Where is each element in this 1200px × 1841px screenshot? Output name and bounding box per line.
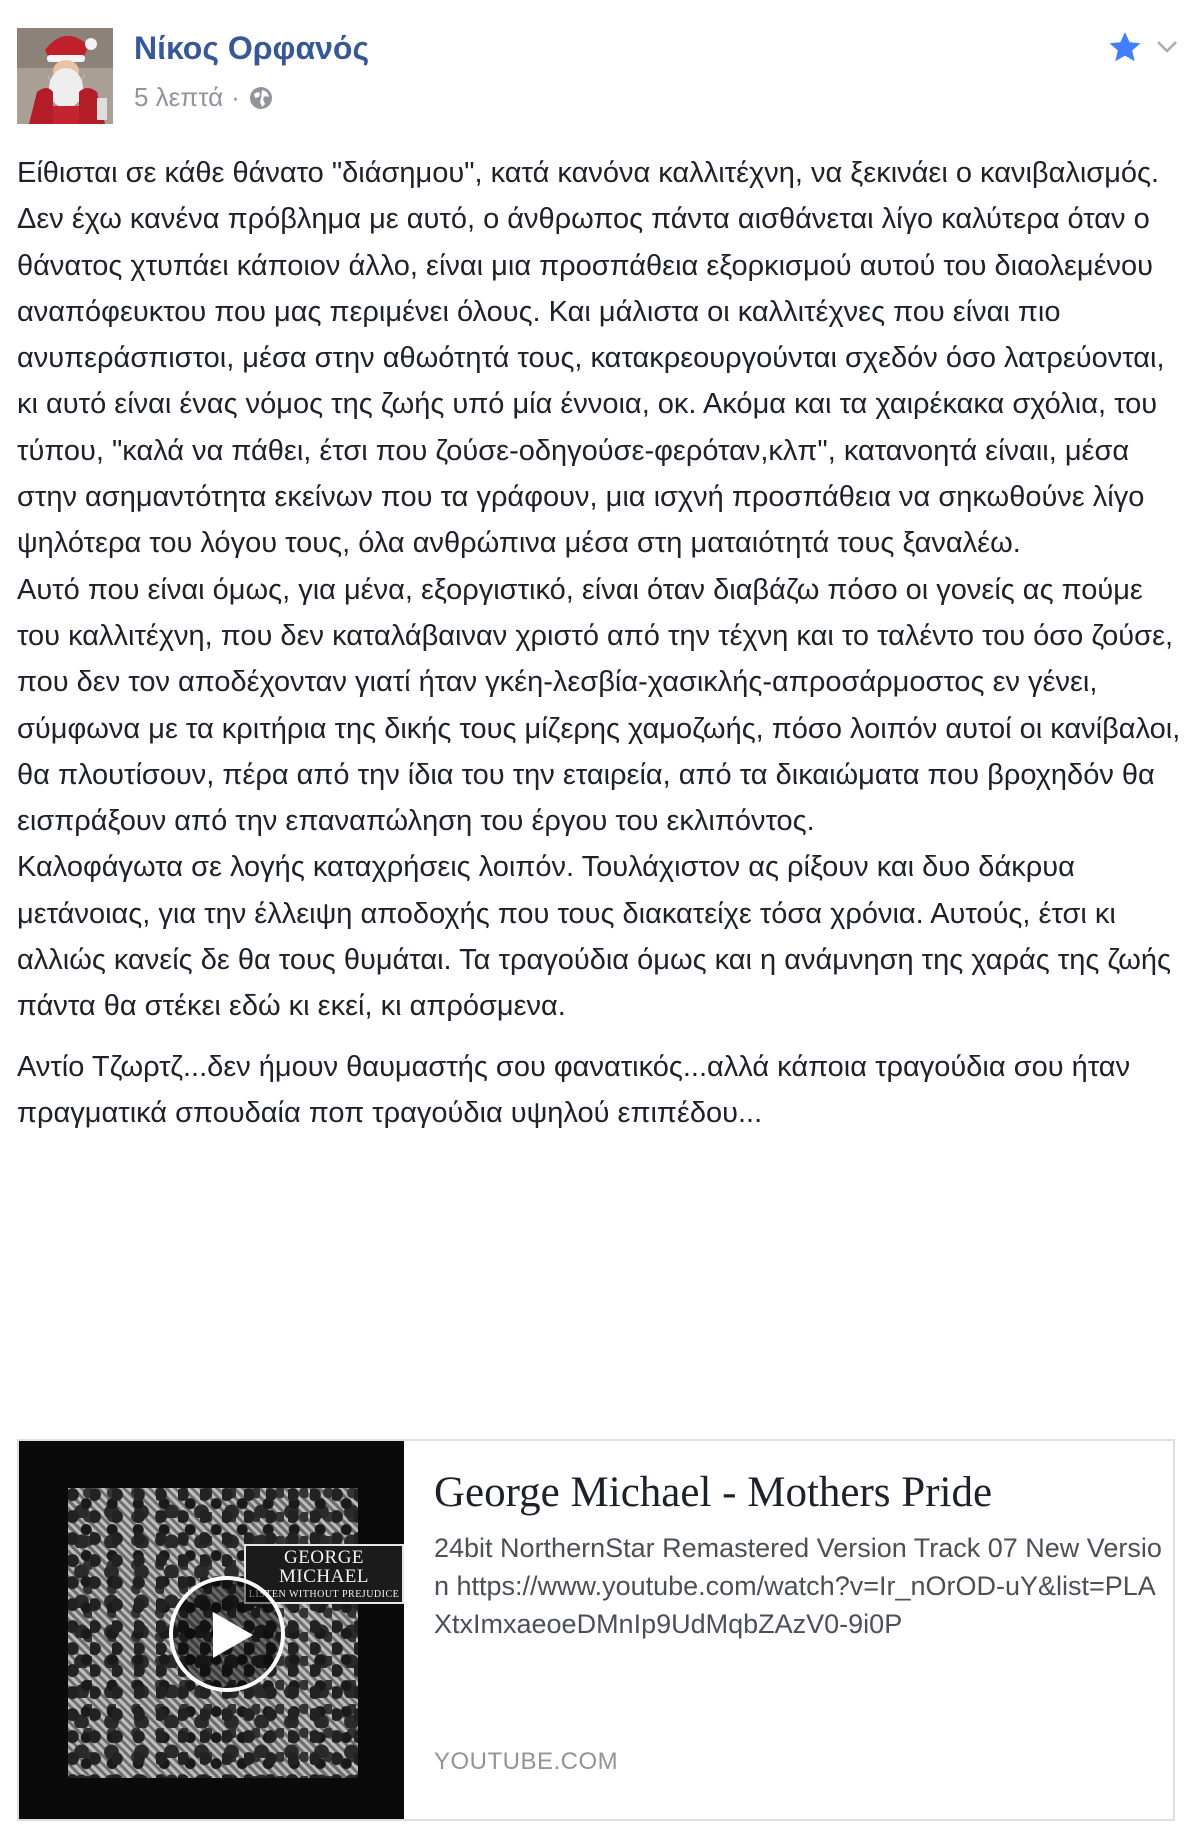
meta-separator: · <box>231 82 240 112</box>
star-icon[interactable] <box>1108 30 1142 64</box>
post-text <box>17 150 1187 1136</box>
link-domain: YOUTUBE.COM <box>434 1748 619 1775</box>
link-description: 24bit NorthernStar Remastered Version Track 07 New Version https://www.youtube.com/watch?v=Ir_nOrOD-uY&list=PLAXtxImxaeoeDMnIp9UdMqbZAzV0-9i0P <box>434 1533 1162 1639</box>
post-paragraph: Είθισται σε κάθε θάνατο "διάσημου", κατά κανόνα καλλιτέχνη, να ξεκινάει ο κανιβαλισμός. Δεν έχω κανένα πρόβλημα με αυτό, ο άνθρωπος πάντα αισθάνεται λίγο καλύτερα όταν ο θάνατος χτυπάει κάποιον άλλο, είναι μια προσπάθεια εξορκισμού αυτού του διαολεμένου αναπόφευκτου που μας περιμένει όλους. Και μάλιστα οι καλλιτέχνες που είναι πιο ανυπεράσπιστοι, μέσα στην αθωότητά τους, κατακρεουργούνται σχεδόν όσο λατρεύονται, κι αυτό είναι ένας νόμος της ζωής υπό μία έννοια, οκ. Ακόμα και τα χαιρέκακα σχόλια, του τύπου, "καλά να πάθει, έτσι που ζούσε-οδηγούσε-φερόταν,κλπ", κατανοητά είναιι, μέσα στην ασημαντότητα εκείνων που τα γράφουν, μια ισχνή προσπάθεια να σηκωθούνε λίγο ψηλότερα του λόγου τους, όλα ανθρώπινα μέσα στη ματαιότητά τους ξαναλέω. <box>17 157 1165 560</box>
post-timestamp-link[interactable]: 5 λεπτά <box>134 82 224 112</box>
avatar[interactable] <box>17 28 113 124</box>
santa-avatar-image <box>17 28 113 124</box>
play-button[interactable] <box>169 1576 285 1692</box>
post-meta <box>134 82 274 113</box>
author-name-link[interactable]: Νίκος Ορφανός <box>134 30 370 66</box>
post-paragraph: Αντίο Τζωρτζ...δεν ήμουν θαυμαστής σου φανατικός...αλλά κάποια τραγούδια σου ήταν πραγματικά σπουδαία ποπ τραγούδια υψηλού επιπέδου... <box>17 1050 1131 1129</box>
globe-icon[interactable] <box>248 85 274 111</box>
album-subtitle: LISTEN WITHOUT PREJUDICE <box>248 1589 400 1600</box>
link-preview-card[interactable] <box>17 1439 1175 1821</box>
video-thumbnail[interactable] <box>19 1441 404 1819</box>
post-paragraph: Αυτό που είναι όμως, για μένα, εξοργιστικό, είναι όταν διαβάζω πόσο οι γονείς ας πούμε του καλλιτέχνη, που δεν καταλάβαιναν χριστό από την τέχνη και το ταλέντο του όσο ζούσε, που δεν τον αποδέχονταν γιατί ήταν γκέη-λεσβία-χασικλής-απροσάρμοστος εν γένει, σύμφωνα με τα κριτήρια της δικής τους μίζερης χαμοζωής, πόσο λοιπόν αυτοί οι κανίβαλοι, θα πλουτίσουν, πέρα από την ίδια του την εταιρεία, από τα δικαιώματα που βροχηδόν θα εισπράξουν από την επαναπώληση του έργου του εκλιπόντος. <box>17 573 1181 838</box>
post-paragraph: Καλοφάγωτα σε λογής καταχρήσεις λοιπόν. Τουλάχιστον ας ρίξουν και δυο δάκρυα μετάνοιας, για την έλλειψη αποδοχής που τους διακατείχε τόσα χρόνια. Αυτούς, έτσι κι αλλιώς κανείς δε θα τους θυμάται. Τα τραγούδια όμως και η ανάμνηση της χαράς της ζωής πάντα θα στέκει εδώ κι εκεί, κι απρόσμενα. <box>17 851 1172 1023</box>
play-icon <box>211 1610 255 1660</box>
album-title: GEORGE MICHAEL <box>278 1547 370 1587</box>
chevron-down-icon[interactable] <box>1154 34 1180 60</box>
link-title[interactable]: George Michael - Mothers Pride <box>434 1469 993 1516</box>
